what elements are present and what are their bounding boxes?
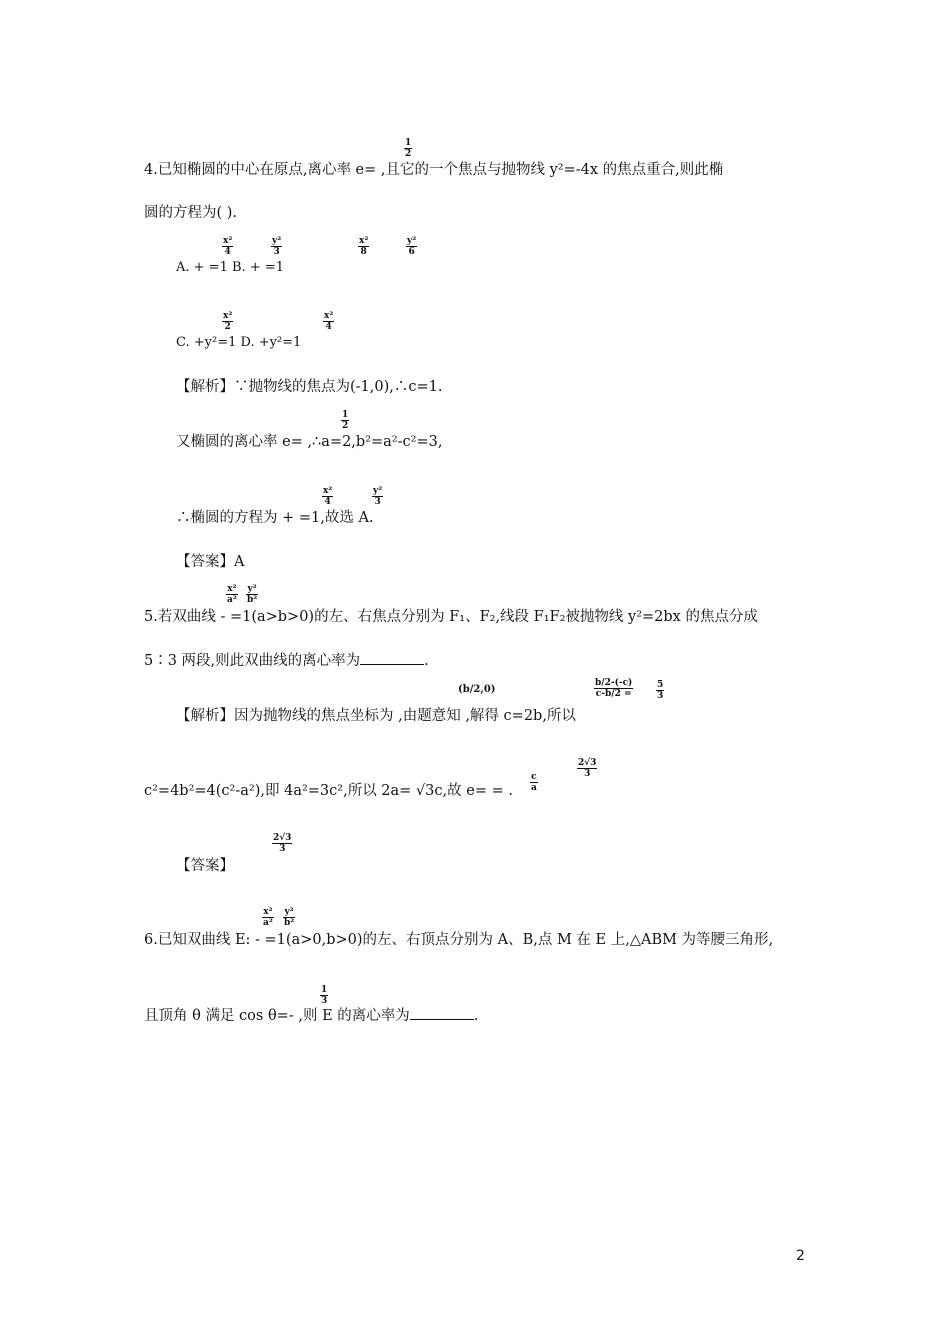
q5-hyperbola-x-fraction: $\frac{\text{x²}}{\text{a²}}$	[227, 584, 237, 605]
q6-cos-fraction: $\frac{1}{3}$	[321, 985, 328, 1006]
q5-solution-line2: c²=4b²=4(c²-a²),即 4a²=3c²,所以 2a= √3c,故 e= = .	[144, 783, 513, 799]
q6-question-line1: 6.已知双曲线 E: - =1(a>0,b>0)的左、右顶点分别为 A、B,点 M 在 E 上,△ABM 为等腰三角形,	[144, 932, 774, 948]
q4-option-c-x-fraction: $\frac{\text{x²}}{2}$	[223, 311, 233, 332]
page-number: 2	[796, 1248, 805, 1264]
q5-answer-blank	[360, 650, 424, 665]
q5-solution-line1: 【解析】因为抛物线的焦点坐标为 ,由题意知 ,解得 c=2b,所以	[176, 708, 576, 724]
q4-solution-line3: ∴椭圆的方程为 + =1,故选 A.	[176, 510, 374, 526]
q6-question-line2: 且顶角 θ 满足 cos θ=- ,则 E 的离心率为 .	[144, 1005, 478, 1026]
q5-ratio-value-fraction: $\frac{5}{3}$	[657, 680, 664, 701]
q6-answer-blank	[410, 1005, 474, 1020]
q5-answer-fraction: $\frac{2√3}{3}$	[273, 833, 292, 854]
q5-e-fraction: $\frac{c}{a}$	[531, 772, 537, 793]
q4-solution-line1: 【解析】∵抛物线的焦点为(-1,0),∴c=1.	[176, 379, 443, 395]
q4-solution-e-fraction: $\frac{1}{2}$	[342, 410, 349, 431]
q4-option-b-x-fraction: $\frac{\text{x²}}{8}$	[359, 236, 369, 257]
q4-solution-x-fraction: $\frac{\text{x²}}{4}$	[323, 486, 333, 507]
q4-solution-line2: 又椭圆的离心率 e= ,∴a=2,b²=a²-c²=3,	[176, 434, 443, 450]
q5-parabola-focus: (b/2,0)	[458, 684, 496, 695]
q5-answer: 【答案】	[176, 858, 234, 874]
q5-question-line1: 5.若双曲线 - =1(a>b>0)的左、右焦点分别为 F₁、F₂,线段 F₁F₂被抛物线 y²=2bx 的焦点分成	[144, 609, 758, 625]
q4-option-a-y-fraction: $\frac{\text{y²}}{3}$	[272, 236, 282, 257]
q5-question-line2: 5∶3 两段,则此双曲线的离心率为 .	[144, 650, 429, 671]
q4-options-ab: A. + =1 B. + =1	[176, 260, 284, 275]
q4-answer: 【答案】A	[176, 554, 245, 570]
q4-eccentricity-fraction: $\frac{1}{2}$	[405, 138, 412, 159]
q4-solution-y-fraction: $\frac{\text{y²}}{3}$	[373, 486, 383, 507]
q6-hyperbola-y-fraction: $\frac{\text{y²}}{\text{b²}}$	[284, 907, 295, 928]
q4-question-line2: 圆的方程为( ).	[144, 205, 238, 221]
q5-hyperbola-y-fraction: $\frac{\text{y²}}{\text{b²}}$	[247, 584, 258, 605]
q4-option-b-y-fraction: $\frac{\text{y²}}{6}$	[407, 236, 417, 257]
q4-options-cd: C. +y²=1 D. +y²=1	[176, 335, 302, 350]
q5-ratio-fraction: $\frac{b/2-(-c)}{c-b/2 =}$	[595, 678, 633, 699]
q5-e-value-fraction: $\frac{2√3}{3}$	[578, 758, 597, 779]
q6-hyperbola-x-fraction: $\frac{\text{x²}}{\text{a²}}$	[263, 907, 273, 928]
q4-question-line1: 4.已知椭圆的中心在原点,离心率 e= ,且它的一个焦点与抛物线 y²=-4x 的焦点重合,则此椭	[144, 162, 724, 178]
q4-option-d-x-fraction: $\frac{\text{x²}}{4}$	[324, 311, 334, 332]
q4-option-a-x-fraction: $\frac{\text{x²}}{4}$	[223, 236, 233, 257]
